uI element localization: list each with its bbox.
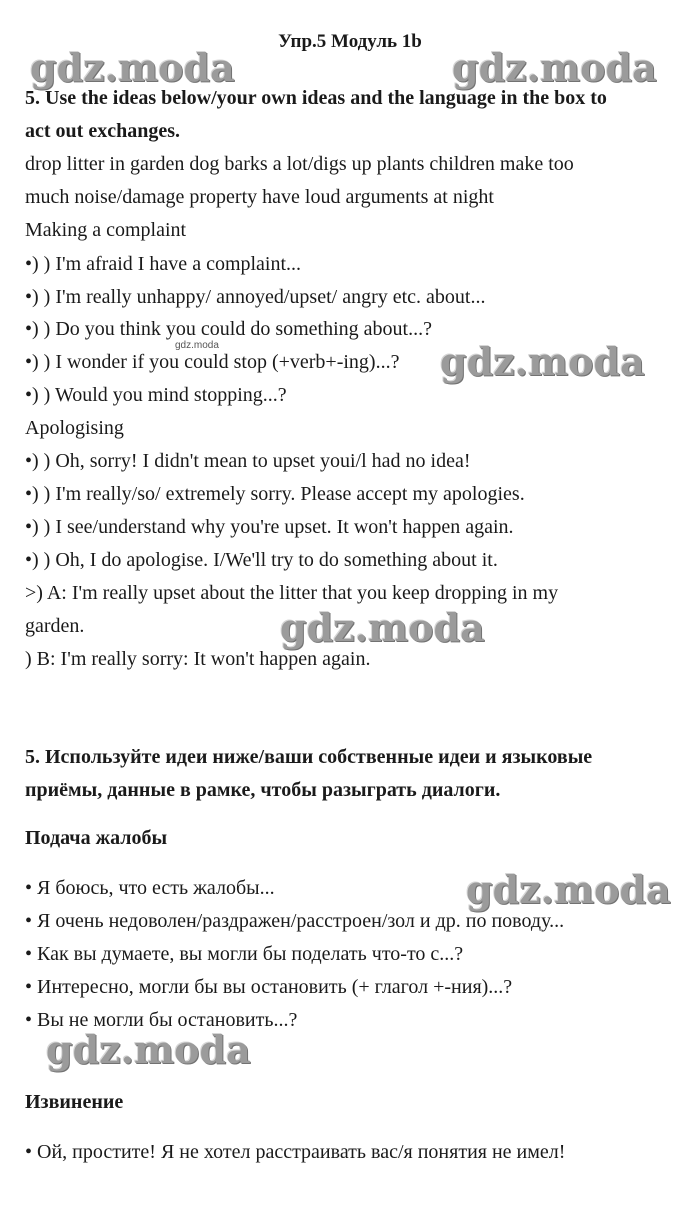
watermark-logo: gdz.moda	[466, 867, 671, 912]
watermark-logo: gdz.moda	[30, 45, 235, 90]
apology-phrase: •) ) I'm really/so/ extremely sorry. Please accept my apologies.	[25, 483, 525, 505]
apology-heading-en: Apologising	[25, 417, 124, 439]
complaint-phrase: •) ) Do you think you could do something about...?	[25, 318, 432, 340]
task-instruction-en-cont: act out exchanges.	[25, 120, 180, 142]
complaint-phrase-ru: • Я очень недоволен/раздражен/расстроен/зол и др. по поводу...	[25, 910, 565, 932]
example-b: ) B: I'm really sorry: It won't happen again.	[25, 648, 371, 670]
complaint-phrase: •) ) Would you mind stopping...?	[25, 384, 287, 406]
apology-heading-ru: Извинение	[25, 1091, 124, 1113]
complaint-phrase-ru: • Как вы думаете, вы могли бы поделать что-то с...?	[25, 943, 464, 965]
apology-phrase: •) ) Oh, sorry! I didn't mean to upset youi/l had no idea!	[25, 450, 471, 472]
complaint-phrase: •) ) I'm afraid I have a complaint...	[25, 253, 302, 275]
apology-phrase: •) ) I see/understand why you're upset. It won't happen again.	[25, 516, 514, 538]
example-a-cont: garden.	[25, 615, 85, 637]
watermark-small: gdz.moda	[175, 340, 219, 351]
complaint-heading-ru: Подача жалобы	[25, 827, 168, 849]
ideas-text: drop litter in garden dog barks a lot/digs up plants children make too	[25, 153, 574, 175]
example-a: >) A: I'm really upset about the litter that you keep dropping in my	[25, 582, 559, 604]
apology-phrase: •) ) Oh, I do apologise. I/We'll try to do something about it.	[25, 549, 498, 571]
watermark-logo: gdz.moda	[452, 45, 657, 90]
complaint-phrase-ru: • Я боюсь, что есть жалобы...	[25, 877, 275, 899]
ideas-text-cont: much noise/damage property have loud arguments at night	[25, 186, 494, 208]
complaint-heading-en: Making a complaint	[25, 219, 187, 241]
watermark-logo: gdz.moda	[46, 1027, 251, 1072]
complaint-phrase-ru: • Вы не могли бы остановить...?	[25, 1009, 298, 1031]
watermark-logo: gdz.moda	[440, 339, 645, 384]
apology-phrase-ru: • Ой, простите! Я не хотел расстраивать вас/я понятия не имел!	[25, 1141, 566, 1163]
task-instruction-ru-cont: приёмы, данные в рамке, чтобы разыграть диалоги.	[25, 779, 501, 801]
watermark-logo: gdz.moda	[280, 605, 485, 650]
task-instruction-ru: 5. Используйте идеи ниже/ваши собственные идеи и языковые	[25, 746, 593, 768]
page-title: Упр.5 Модуль 1b	[278, 31, 422, 52]
task-instruction-en: 5. Use the ideas below/your own ideas and the language in the box to	[25, 87, 607, 109]
complaint-phrase: •) ) I wonder if you could stop (+verb+-ing)...?	[25, 351, 400, 373]
complaint-phrase: •) ) I'm really unhappy/ annoyed/upset/ angry etc. about...	[25, 286, 486, 308]
complaint-phrase-ru: • Интересно, могли бы вы остановить (+ глагол +-ния)...?	[25, 976, 513, 998]
